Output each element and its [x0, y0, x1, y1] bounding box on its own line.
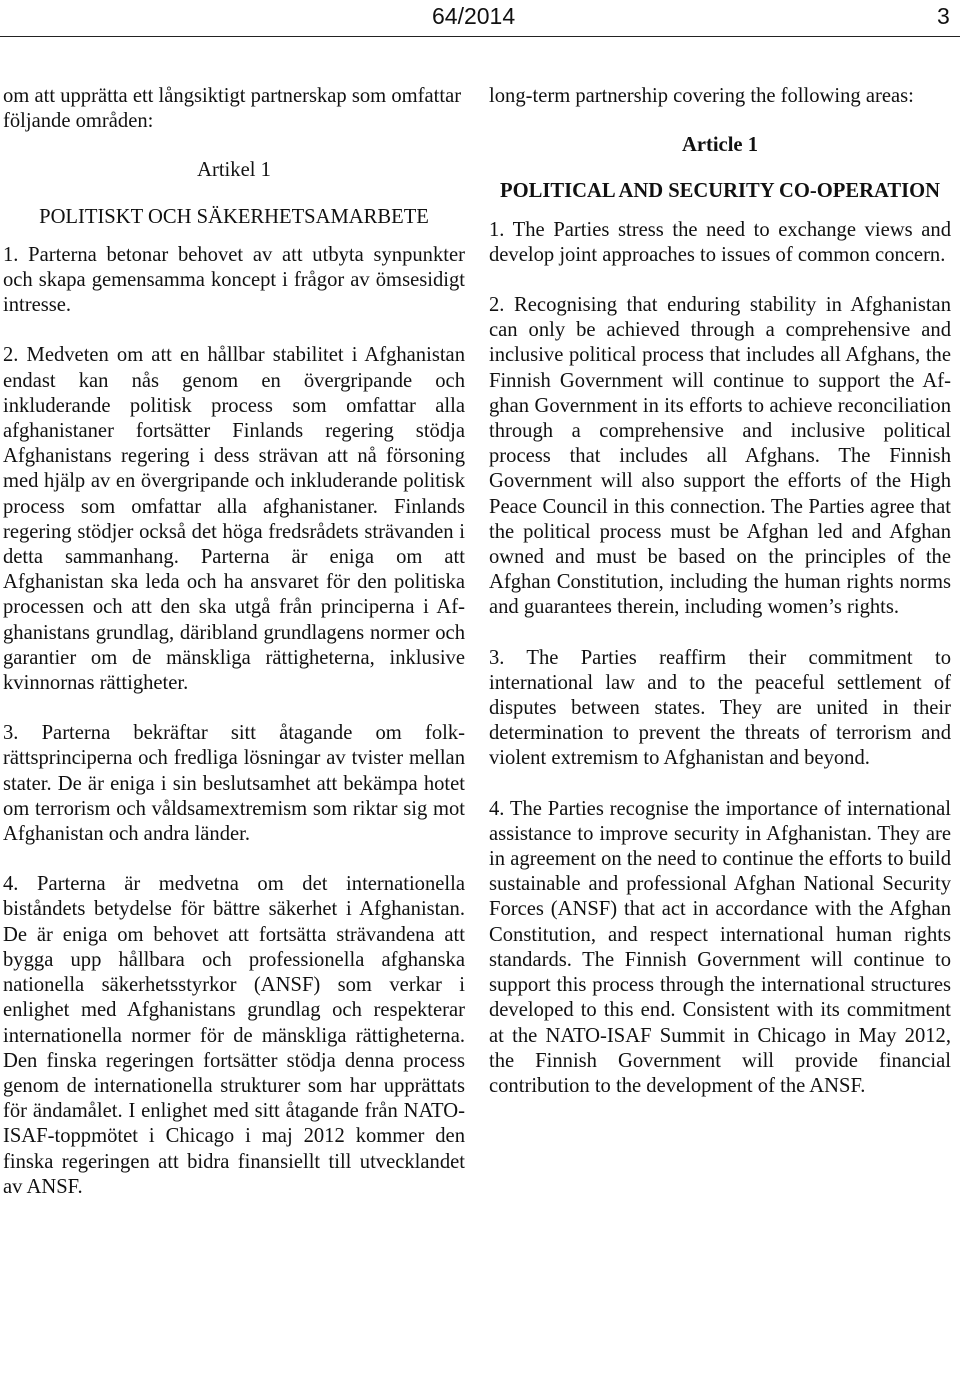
page-header — [0, 0, 960, 37]
document-number: 64/2014 — [432, 3, 516, 29]
english-paragraph-3: 3. The Parties reaffirm their commitment to international law and to the peaceful settlement of disputes between states. They are united in their determination to prevent the threats of terrorism and violent extremism to Afghanistan and beyond. — [489, 646, 951, 770]
swedish-paragraph-1: 1. Parterna betonar behovet av att utbyta synpunkter och skapa gemensamma koncept i frågor av ömsesidigt intresse. — [3, 243, 465, 317]
swedish-paragraph-4: 4. Parterna är medvetna om det internationella biståndets betydelse för bättre säkerhet i Afghanistan. De är eniga om behovet att fortsätta strävandena att bygga upp hållbara och professionella afghanska nationella säkerhetsstyrkor (ANSF) som verkar i enlighet med Afghanistans grundlag och respekterar internationella normer för de mänskliga rättigheterna. Den finska regeringen fortsätter stödja denna process genom de internationella strukturer som har upprättats för ändamålet. I enlighet med sitt åtagande från NATO-ISAF-toppmötet i Chicago i maj 2012 kommer den finska regeringen att bidra finansiellt till utvecklandet av ANSF. — [3, 873, 465, 1198]
swedish-article-title: Artikel 1 — [197, 159, 271, 182]
english-article-title: Article 1 — [681, 134, 759, 157]
english-paragraph-1: 1. The Parties stress the need to exchange views and develop joint approaches to issues of common concern. — [489, 218, 951, 266]
swedish-section-title: POLITISKT OCH SÄKERHETSAMARBETE — [39, 205, 429, 228]
english-paragraph-4: 4. The Parties recognise the importance of international assistance to improve security in Afghanistan. They are in agreement on the need to continue the efforts to build sustainable and professional Afghan National Security Forces (ANSF) that act in accordance with the Afghan Constitution, and respect international human rights standards. The Finnish Government will continue to support this process through the international structures developed to this end. Consistent with its commitment at the NATO-ISAF Summit in Chicago in May 2012, the Finnish Government will provide financial contribution to the development of the ANSF. — [489, 797, 951, 1097]
swedish-paragraph-2: 2. Medveten om att en hållbar stabilitet i Afghanistan endast kan nås genom en övergripande och inkluderande politisk process som omfattar alla afghanistaner fortsätter Finlands regering stödja Afghanistans regering i dess strävan att nå försoning med hjälp av en övergripande och inkluderande politisk process som omfattar alla afghanistaner. Finlands regering stödjer också det höga fredsrådets strävanden i detta sammanhang. Parterna är eniga om att Afghanistan ska leda och ha ansvaret för den politiska processen och att den ska utgå från principerna i Afghanistans grundlag, däribland grundlagens normer och garantier om de mänskliga rättigheterna, inklusive kvinnornas rättigheter. — [3, 344, 465, 695]
page-number: 3 — [937, 3, 950, 29]
swedish-column — [3, 84, 465, 1225]
english-paragraph-2: 2. Recognising that enduring stability in Afghanistan can only be achieved through a comprehensive and inclusive political process that includes all Afghans, the Finnish Government will continue to support the Afghan Government in its efforts to achieve reconciliation through a comprehensive and inclusive political process that includes all Afghans. The Finnish Government will also support the efforts of the High Peace Council in this connection. The Parties agree that the political process must be Afghan led and Afghan owned and must be based on the principles of the Afghan Constitution, including the human rights norms and guarantees therein, including women’s rights. — [489, 294, 951, 619]
english-intro: long-term partnership covering the following areas: — [489, 85, 914, 107]
swedish-paragraph-3: 3. Parterna bekräftar sitt åtagande om folkrättsprinciperna och fredliga lösningar av tvister mellan stater. De är eniga i sin beslutsamhet att bekämpa hotet om terrorism och våldsamextremism som riktar sig mot Afghanistan och andra länder. — [3, 722, 465, 846]
swedish-intro: om att upprätta ett långsiktigt partnerskap som omfattar följande områden: — [3, 85, 462, 133]
english-column — [489, 84, 951, 1124]
english-section-title: POLITICAL AND SECURITY CO-OPERATION — [500, 180, 940, 203]
